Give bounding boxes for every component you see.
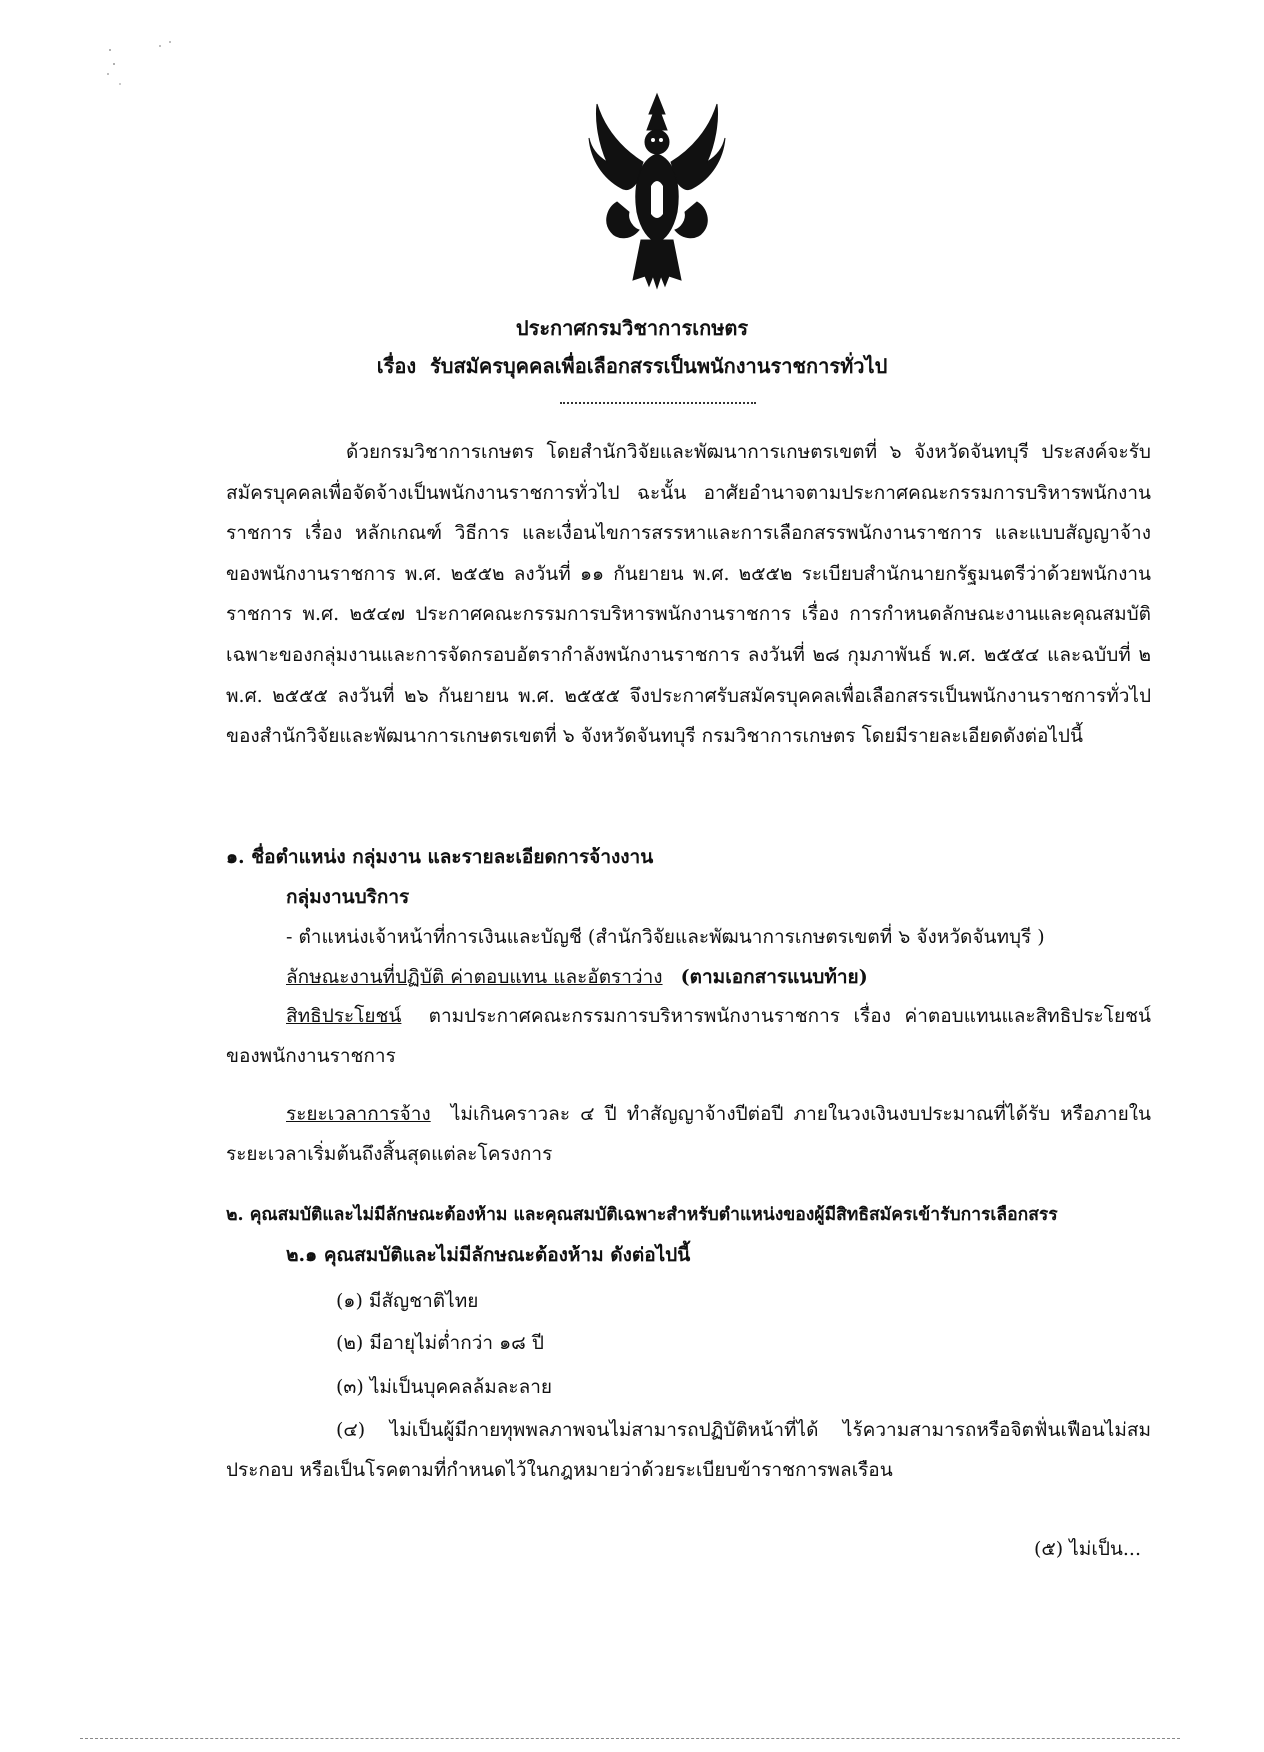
- section1-heading: ๑. ชื่อตำแหน่ง กลุ่มงาน และรายละเอียดการจ้างงาน: [226, 846, 654, 868]
- document-subject: [0, 350, 1264, 382]
- term-text: ไม่เกินคราวละ ๔ ปี ทำสัญญาจ้างปีต่อปี ภายในวงเงินงบประมาณที่ได้รับ หรือภายในระยะเวลาเริ่มต้นถึงสิ้นสุดแต่ละโครงการ: [226, 1103, 1151, 1165]
- section1-duties: [286, 962, 868, 992]
- intro-paragraph: ด้วยกรมวิชาการเกษตร โดยสำนักวิจัยและพัฒนาการเกษตรเขตที่ ๖ จังหวัดจันทบุรี ประสงค์จะรับสมัครบุคคลเพื่อจัดจ้างเป็นพนักงานราชการทั่วไป ฉะนั้น อาศัยอำนาจตามประกาศคณะกรรมการบริหารพนักงานราชการ เรื่อง หลักเกณฑ์ วิธีการ และเงื่อนไขการสรรหาและการเลือกสรรพนักงานราชการ และแบบสัญญาจ้างของพนักงานราชการ พ.ศ. ๒๕๕๒ ลงวันที่ ๑๑ กันยายน พ.ศ. ๒๕๕๒ ระเบียบสำนักนายกรัฐมนตรีว่าด้วยพนักงานราชการ พ.ศ. ๒๕๔๗ ประกาศคณะกรรมการบริหารพนักงานราชการ เรื่อง การกำหนดลักษณะงานและคุณสมบัติเฉพาะของกลุ่มงานและการจัดกรอบอัตรากำลังพนักงานราชการ ลงวันที่ ๒๘ กุมภาพันธ์ พ.ศ. ๒๕๕๔ และฉบับที่ ๒ พ.ศ. ๒๕๕๕ ลงวันที่ ๒๖ กันยายน พ.ศ. ๒๕๕๕ จึงประกาศรับสมัครบุคคลเพื่อเลือกสรรเป็นพนักงานราชการทั่วไป ของสำนักวิจัยและพัฒนาการเกษตรเขตที่ ๖ จังหวัดจันทบุรี กรมวิชาการเกษตร โดยมีรายละเอียดดังต่อไปนี้: [226, 441, 1151, 748]
- qualification-item-3: (๓) ไม่เป็นบุคคลล้มละลาย: [336, 1376, 553, 1398]
- qualification-item-2: (๒) มีอายุไม่ต่ำกว่า ๑๘ ปี: [336, 1332, 544, 1354]
- section1-group: กลุ่มงานบริการ: [286, 886, 410, 908]
- continuation-text: (๕) ไม่เป็น...: [1034, 1538, 1141, 1560]
- duties-label: ลักษณะงานที่ปฏิบัติ ค่าตอบแทน และอัตราว่าง: [286, 966, 663, 988]
- section2-subheading: ๒.๑ คุณสมบัติและไม่มีลักษณะต้องห้าม ดังต่อไปนี้: [286, 1244, 691, 1266]
- term-label: ระยะเวลาการจ้าง: [286, 1103, 431, 1125]
- subject-label: เรื่อง: [376, 354, 417, 378]
- section1-term: [226, 1094, 1151, 1174]
- section1-benefits: [226, 996, 1151, 1076]
- qualification-item-1: (๑) มีสัญชาติไทย: [336, 1290, 479, 1312]
- section1-position: - ตำแหน่งเจ้าหน้าที่การเงินและบัญชี (สำนักวิจัยและพัฒนาการเกษตรเขตที่ ๖ จังหวัดจันทบุรี ): [286, 926, 1045, 948]
- qualification-item-4: (๔) ไม่เป็นผู้มีกายทุพพลภาพจนไม่สามารถปฏิบัติหน้าที่ได้ ไร้ความสามารถหรือจิตฟั่นเฟือนไม่สมประกอบ หรือเป็นโรคตามที่กำหนดไว้ในกฎหมายว่าด้วยระเบียบข้าราชการพลเรือน: [226, 1419, 1151, 1481]
- benefits-text: ตามประกาศคณะกรรมการบริหารพนักงานราชการ เรื่อง ค่าตอบแทนและสิทธิประโยชน์ของพนักงานราชการ: [226, 1005, 1151, 1067]
- bottom-edge-rule: [80, 1738, 1180, 1739]
- garuda-emblem-icon: [587, 90, 727, 290]
- duties-note: (ตามเอกสารแนบท้าย): [680, 966, 868, 988]
- scan-specks: [100, 40, 200, 120]
- benefits-label: สิทธิประโยชน์: [286, 1005, 402, 1027]
- subject-text: รับสมัครบุคคลเพื่อเลือกสรรเป็นพนักงานราชการทั่วไป: [430, 354, 888, 378]
- title-separator: [560, 402, 756, 404]
- section2-heading: ๒. คุณสมบัติและไม่มีลักษณะต้องห้าม และคุณสมบัติเฉพาะสำหรับตำแหน่งของผู้มีสิทธิสมัครเข้ารับการเลือกสรร: [226, 1205, 1058, 1225]
- document-title: ประกาศกรมวิชาการเกษตร: [515, 316, 749, 340]
